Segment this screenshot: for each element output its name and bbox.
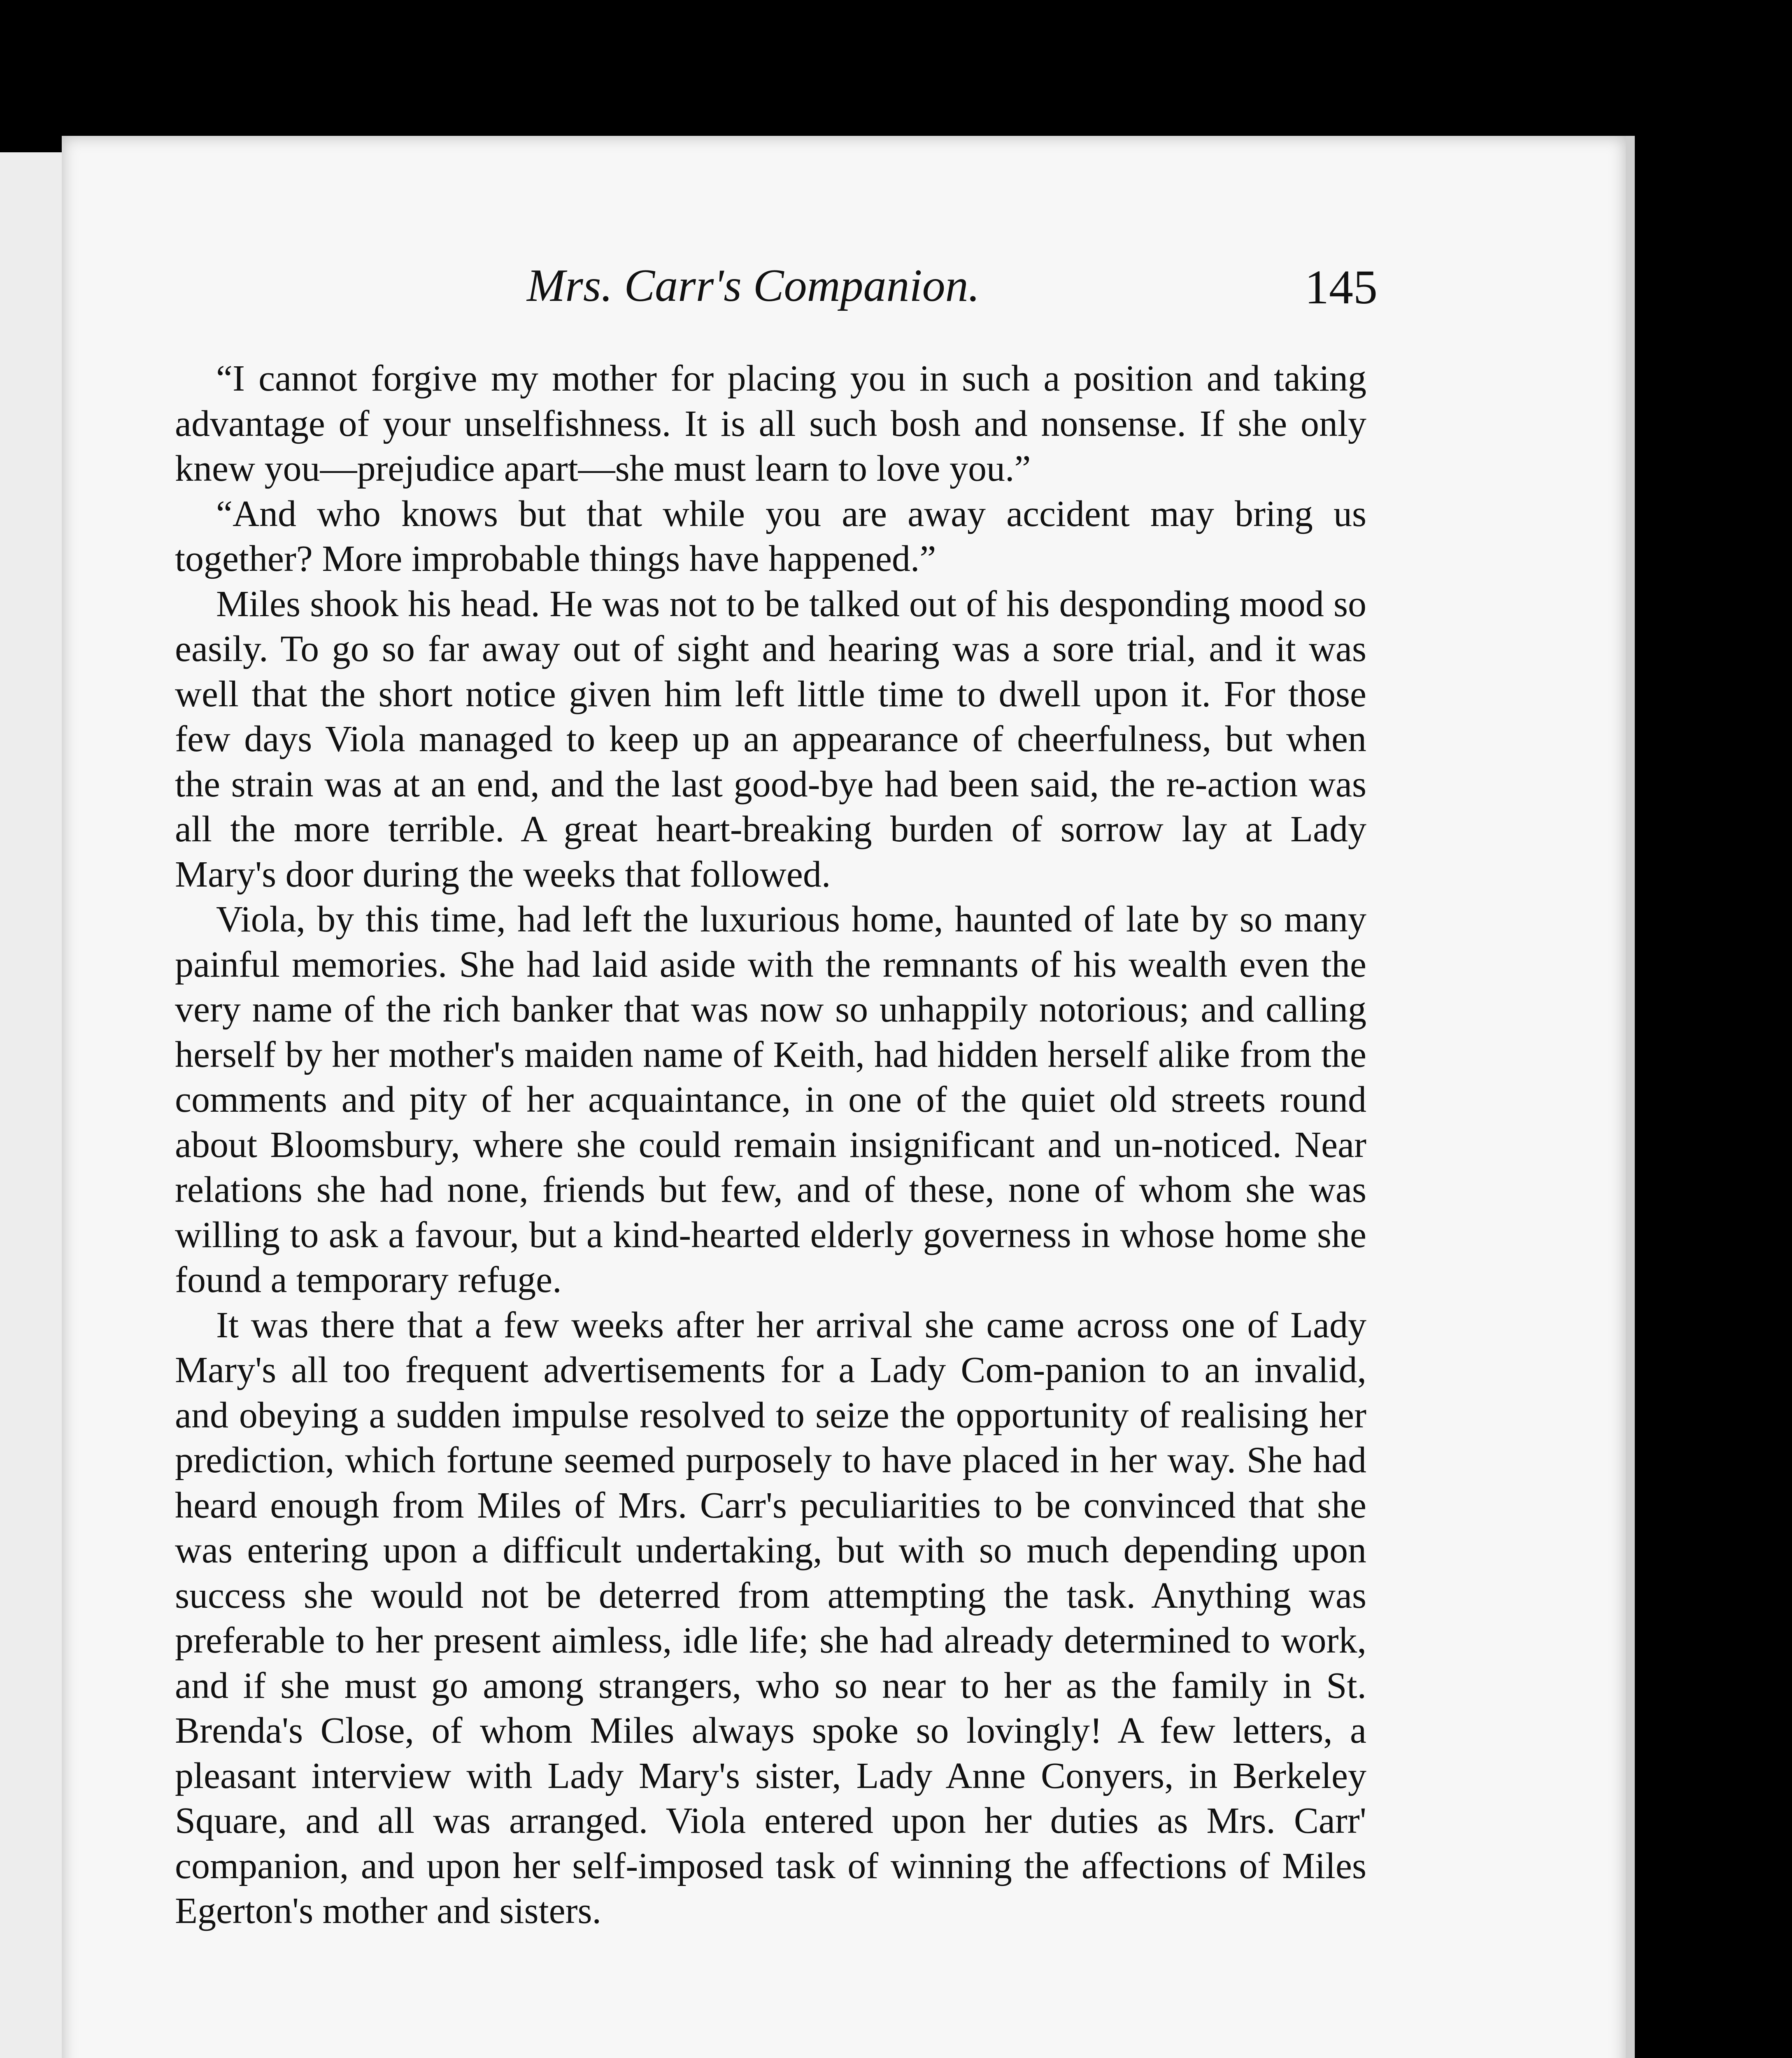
- running-head: Mrs. Carr's Companion.: [527, 260, 980, 311]
- body-text: [175, 356, 1366, 1934]
- paragraph: Viola, by this time, had left the luxurious home, haunted of late by so many painful memories. She had laid aside with the remnants of his wealth even the very name of the rich banker that was now so unhappily notorious; and calling herself by her mother's maiden name of Keith, had hidden herself alike from the comments and pity of her acquaintance, in one of the quiet old streets round about Bloomsbury, where she could remain insignificant and un-noticed. Near relations she had none, friends but few, and of these, none of whom she was willing to ask a favour, but a kind-hearted elderly governess in whose home she found a temporary refuge.: [175, 899, 1366, 1300]
- paragraph: “And who knows but that while you are away accident may bring us together? More improbable things have happened.”: [175, 493, 1366, 579]
- page-edge-right: [1626, 136, 1635, 2058]
- page-number: 145: [1305, 260, 1378, 314]
- paragraph: “I cannot forgive my mother for placing you in such a position and taking advantage of your unselfishness. It is all such bosh and nonsense. If she only knew you—prejudice apart—she must learn to love you.”: [175, 358, 1366, 489]
- paragraph: It was there that a few weeks after her arrival she came across one of Lady Mary's all too frequent advertisements for a Lady Com-panion to an invalid, and obeying a sudden impulse resolved to seize the opportunity of realising her prediction, which fortune seemed purposely to have placed in her way. She had heard enough from Miles of Mrs. Carr's peculiarities to be convinced that she was entering upon a difficult undertaking, but with so much depending upon success she would not be deterred from attempting the task. Anything was preferable to her present aimless, idle life; she had already determined to work, and if she must go among strangers, who so near to her as the family in St. Brenda's Close, of whom Miles always spoke so lovingly! A few letters, a pleasant interview with Lady Mary's sister, Lady Anne Conyers, in Berkeley Square, and all was arranged. Viola entered upon her duties as Mrs. Carr' companion, and upon her self-imposed task of winning the affections of Miles Egerton's mother and sisters.: [175, 1304, 1366, 1931]
- paragraph: Miles shook his head. He was not to be talked out of his desponding mood so easily. To go so far away out of sight and hearing was a sore trial, and it was well that the short notice given him left little time to dwell upon it. For those few days Viola managed to keep up an appearance of cheerfulness, but when the strain was at an end, and the last good-bye had been said, the re-action was all the more terrible. A great heart-breaking burden of sorrow lay at Lady Mary's door during the weeks that followed.: [175, 583, 1366, 895]
